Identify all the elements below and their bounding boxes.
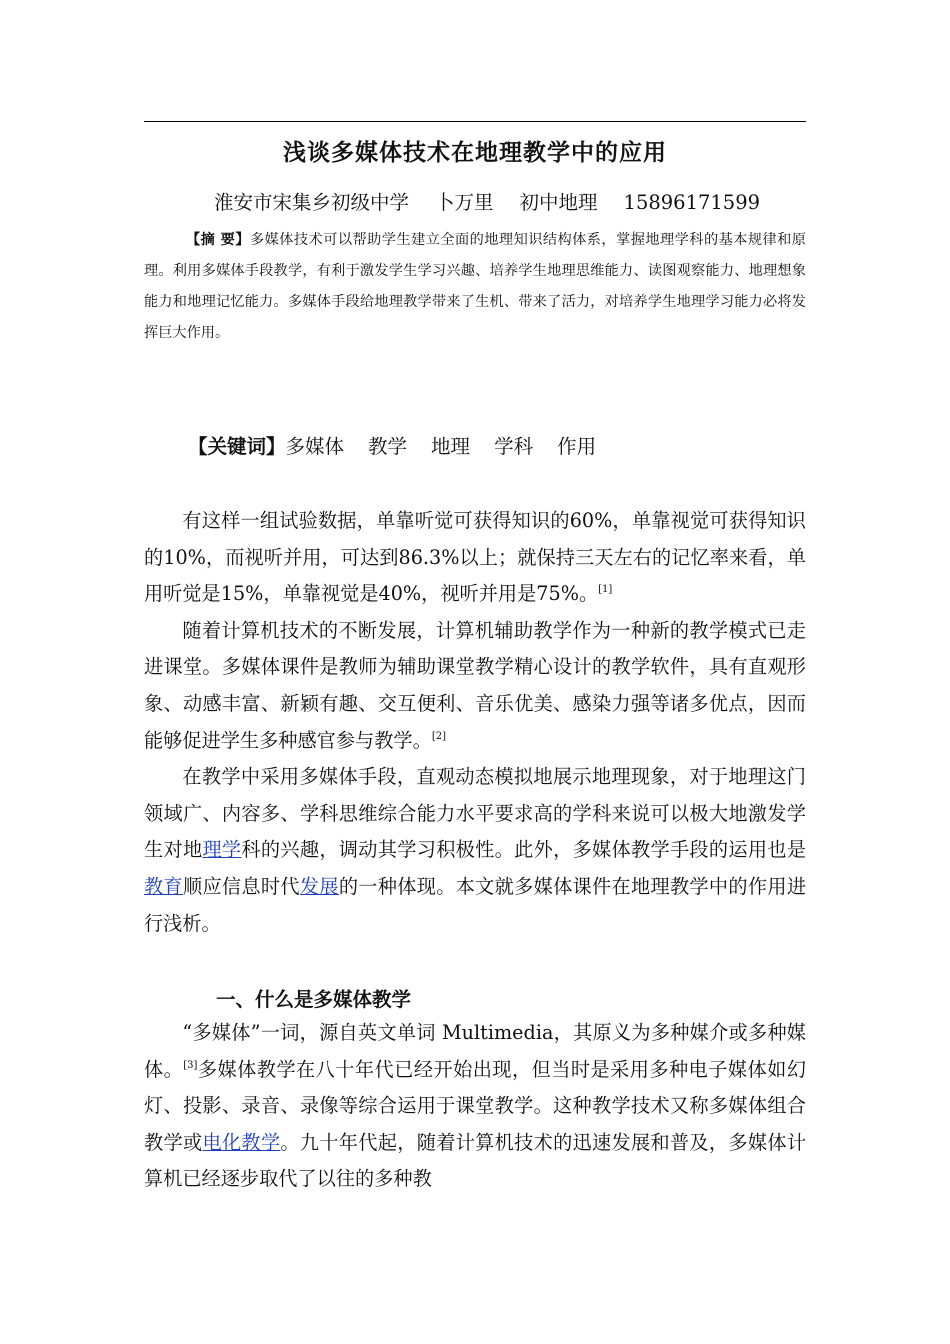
section-heading: 一、什么是多媒体教学 <box>216 988 412 1011</box>
keywords <box>188 430 788 464</box>
header-rule <box>144 121 806 122</box>
citation-ref[interactable]: [3] <box>183 1059 198 1071</box>
paragraph-1: 有这样一组试验数据，单靠听觉可获得知识的60%，单靠视觉可获得知识的10%，而视听并用，可达到86.3%以上；就保持三天左右的记忆率来看，单用听觉是15%，单靠视觉是40%，视听并用是75%。[1] <box>144 509 806 606</box>
author-name: 卜万里 <box>435 191 494 214</box>
section1-body <box>144 1015 806 1198</box>
author-phone: 15896171599 <box>623 191 761 214</box>
abstract <box>144 225 806 349</box>
page-title: 浅谈多媒体技术在地理教学中的应用 <box>283 140 667 166</box>
keyword-item: 作用 <box>557 435 597 458</box>
paragraph-3: 在教学中采用多媒体手段，直观动态模拟地展示地理现象，对于地理这门领域广、内容多、学科思维综合能力水平要求高的学科来说可以极大地激发学生对地理学科的兴趣，调动其学习积极性。此外，多媒体教学手段的运用也是教育顺应信息时代发展的一种体现。本文就多媒体课件在地理教学中的作用进行浅析。 <box>144 765 807 935</box>
keyword-item: 教学 <box>368 435 408 458</box>
citation-ref[interactable]: [2] <box>431 730 446 742</box>
section1-paragraph: “多媒体”一词，源自英文单词 Multimedia，其原义为多种媒介或多种媒体。[3]多媒体教学在八十年代已经开始出现，但当时是采用多种电子媒体如幻灯、投影、录音、录像等综合运用于课堂教学。这种教学技术又称多媒体组合教学或电化教学。九十年代起，随着计算机技术的迅速发展和普及，多媒体计算机已经逐步取代了以往的多种教 <box>144 1021 807 1191</box>
author-subject: 初中地理 <box>519 191 598 214</box>
author-school: 淮安市宋集乡初级中学 <box>214 191 410 214</box>
link-geography[interactable]: 理学 <box>202 838 242 862</box>
link-education[interactable]: 教育 <box>144 874 183 898</box>
abstract-label: 【摘 要】 <box>186 232 250 248</box>
paragraph-2: 随着计算机技术的不断发展，计算机辅助教学作为一种新的教学模式已走进课堂。多媒体课件是教师为辅助课堂教学精心设计的教学软件，具有直观形象、动感丰富、新颖有趣、交互便利、音乐优美、感染力强等诸多优点，因而能够促进学生多种感官参与教学。[2] <box>144 618 806 752</box>
keyword-item: 多媒体 <box>285 435 345 458</box>
keyword-item: 学科 <box>494 435 534 458</box>
author-line <box>214 186 834 220</box>
abstract-text: 多媒体技术可以帮助学生建立全面的地理知识结构体系，掌握地理学科的基本规律和原理。利用多媒体手段教学，有利于激发学生学习兴趣、培养学生地理思维能力、读图观察能力、地理想象能力和地理记忆能力。多媒体手段给地理教学带来了生机、带来了活力，对培养学生地理学习能力必将发挥巨大作用。 <box>144 232 806 341</box>
intro-body <box>144 503 806 942</box>
keyword-item: 地理 <box>431 435 471 458</box>
citation-ref[interactable]: [1] <box>598 584 613 596</box>
link-development[interactable]: 发展 <box>299 874 339 898</box>
link-audiovisual-education[interactable]: 电化教学 <box>202 1130 281 1154</box>
keywords-label: 【关键词】 <box>188 435 286 458</box>
